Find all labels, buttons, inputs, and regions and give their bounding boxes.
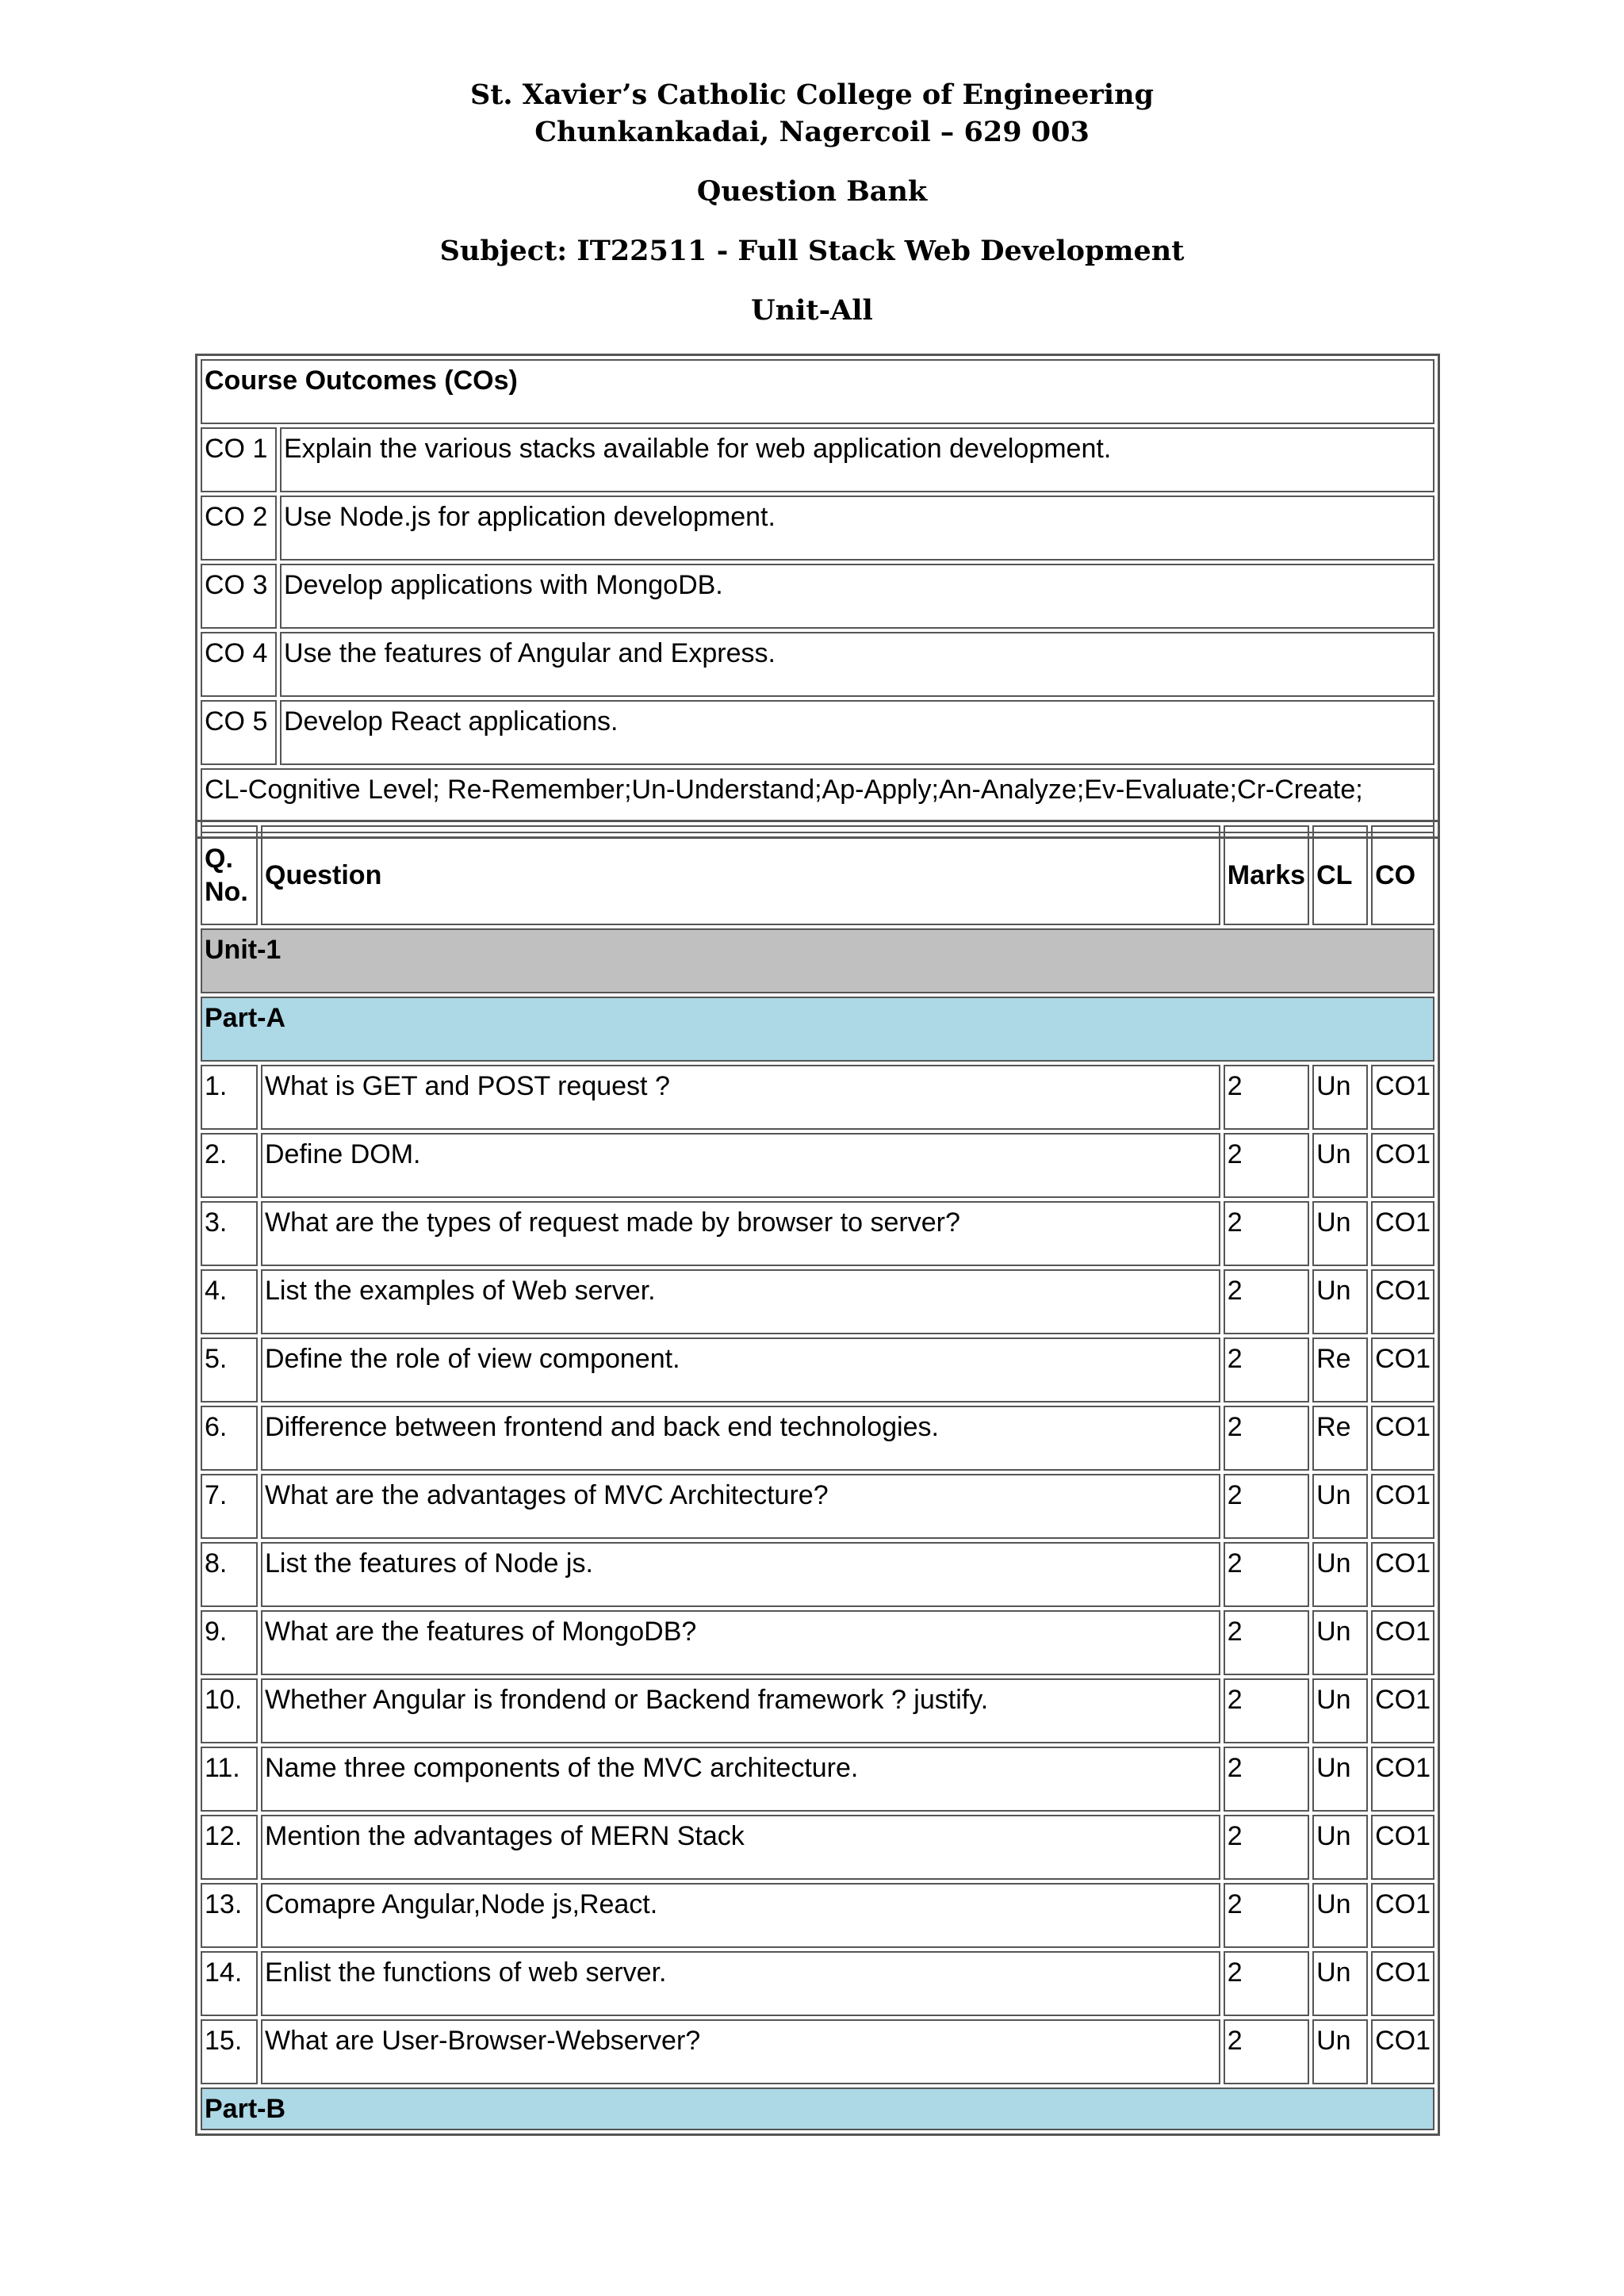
co-code: CO 4 (201, 632, 277, 697)
co-text: Explain the various stacks available for web application development. (280, 427, 1434, 492)
co-code: CO 5 (201, 700, 277, 765)
co-row (201, 564, 1434, 629)
question-text: Define the role of view component. (261, 1337, 1220, 1402)
question-marks: 2 (1224, 1406, 1309, 1471)
marks-header: Marks (1224, 825, 1309, 925)
question-row (201, 1678, 1434, 1743)
college-address: Chunkankadai, Nagercoil – 629 003 (534, 116, 1090, 148)
question-cl: Un (1312, 1542, 1368, 1607)
question-cl: Un (1312, 1065, 1368, 1130)
cognitive-level-legend: CL-Cognitive Level; Re-Remember;Un-Understand;Ap-Apply;An-Analyze;Ev-Evaluate;Cr-Create; (201, 768, 1434, 833)
part-a-label: Part-A (201, 997, 1434, 1062)
question-row (201, 1065, 1434, 1130)
question-cl: Un (1312, 2019, 1368, 2084)
question-row (201, 1951, 1434, 2016)
question-number: 14. (201, 1951, 258, 2016)
question-row (201, 1133, 1434, 1198)
question-text: What are the features of MongoDB? (261, 1610, 1220, 1675)
question-marks: 2 (1224, 1542, 1309, 1607)
question-co: CO1 (1371, 1678, 1434, 1743)
co-heading: Course Outcomes (COs) (201, 359, 1434, 424)
question-co: CO1 (1371, 1951, 1434, 2016)
question-co: CO1 (1371, 1133, 1434, 1198)
question-co: CO1 (1371, 1406, 1434, 1471)
question-marks: 2 (1224, 1201, 1309, 1266)
question-marks: 2 (1224, 1337, 1309, 1402)
co-code: CO 3 (201, 564, 277, 629)
co-header: CO (1371, 825, 1434, 925)
question-co: CO1 (1371, 1747, 1434, 1812)
question-marks: 2 (1224, 1678, 1309, 1743)
question-row (201, 1406, 1434, 1471)
co-text: Develop applications with MongoDB. (280, 564, 1434, 629)
question-cl: Re (1312, 1337, 1368, 1402)
question-text: Comapre Angular,Node js,React. (261, 1883, 1220, 1948)
question-number: 1. (201, 1065, 258, 1130)
question-number: 10. (201, 1678, 258, 1743)
question-row (201, 1610, 1434, 1675)
question-text: Mention the advantages of MERN Stack (261, 1815, 1220, 1880)
question-marks: 2 (1224, 1133, 1309, 1198)
question-marks: 2 (1224, 1747, 1309, 1812)
question-text: Difference between frontend and back end technologies. (261, 1406, 1220, 1471)
question-co: CO1 (1371, 1269, 1434, 1334)
co-row (201, 632, 1434, 697)
question-co: CO1 (1371, 1337, 1434, 1402)
part-b-row (201, 2087, 1434, 2130)
part-a-row (201, 997, 1434, 1062)
question-number: 12. (201, 1815, 258, 1880)
question-text: List the features of Node js. (261, 1542, 1220, 1607)
question-number: 9. (201, 1610, 258, 1675)
question-row (201, 1883, 1434, 1948)
question-cl: Un (1312, 1201, 1368, 1266)
co-code: CO 2 (201, 496, 277, 561)
question-marks: 2 (1224, 1883, 1309, 1948)
document-title: Question Bank (696, 175, 928, 208)
question-text: Define DOM. (261, 1133, 1220, 1198)
co-row (201, 427, 1434, 492)
question-number: 2. (201, 1133, 258, 1198)
question-text: What are User-Browser-Webserver? (261, 2019, 1220, 2084)
question-cl: Re (1312, 1406, 1368, 1471)
co-heading-row (201, 359, 1434, 424)
question-number: 3. (201, 1201, 258, 1266)
question-marks: 2 (1224, 1065, 1309, 1130)
unit-label: Unit-1 (201, 928, 1434, 993)
question-row (201, 1201, 1434, 1266)
cl-header: CL (1312, 825, 1368, 925)
questions-table (195, 820, 1440, 2136)
question-cl: Un (1312, 1474, 1368, 1539)
unit-title: Unit-All (751, 294, 873, 327)
qno-header: Q. No. (201, 825, 258, 925)
question-marks: 2 (1224, 1815, 1309, 1880)
question-row (201, 1747, 1434, 1812)
question-text: Enlist the functions of web server. (261, 1951, 1220, 2016)
subject-title: Subject: IT22511 - Full Stack Web Development (439, 235, 1185, 267)
question-row (201, 2019, 1434, 2084)
question-cl: Un (1312, 1815, 1368, 1880)
unit-row (201, 928, 1434, 993)
question-text: List the examples of Web server. (261, 1269, 1220, 1334)
questions-header-row (201, 825, 1434, 925)
question-co: CO1 (1371, 1474, 1434, 1539)
question-number: 6. (201, 1406, 258, 1471)
question-text: Name three components of the MVC architecture. (261, 1747, 1220, 1812)
question-cl: Un (1312, 1883, 1368, 1948)
question-text: What is GET and POST request ? (261, 1065, 1220, 1130)
question-co: CO1 (1371, 1065, 1434, 1130)
question-cl: Un (1312, 1610, 1368, 1675)
college-name: St. Xavier’s Catholic College of Engineering (469, 78, 1155, 111)
question-row (201, 1815, 1434, 1880)
question-cl: Un (1312, 1951, 1368, 2016)
question-co: CO1 (1371, 1610, 1434, 1675)
question-number: 7. (201, 1474, 258, 1539)
question-number: 15. (201, 2019, 258, 2084)
question-number: 4. (201, 1269, 258, 1334)
question-marks: 2 (1224, 1951, 1309, 2016)
co-text: Develop React applications. (280, 700, 1434, 765)
question-cl: Un (1312, 1678, 1368, 1743)
question-row (201, 1474, 1434, 1539)
question-marks: 2 (1224, 2019, 1309, 2084)
question-marks: 2 (1224, 1269, 1309, 1334)
question-row (201, 1269, 1434, 1334)
question-marks: 2 (1224, 1474, 1309, 1539)
question-text: What are the advantages of MVC Architecture? (261, 1474, 1220, 1539)
co-row (201, 700, 1434, 765)
question-co: CO1 (1371, 1883, 1434, 1948)
co-text: Use Node.js for application development. (280, 496, 1434, 561)
question-marks: 2 (1224, 1610, 1309, 1675)
part-b-label: Part-B (201, 2087, 1434, 2130)
course-outcomes-table (195, 354, 1440, 839)
question-text: Whether Angular is frondend or Backend framework ? justify. (261, 1678, 1220, 1743)
question-row (201, 1542, 1434, 1607)
question-header: Question (261, 825, 1220, 925)
question-cl: Un (1312, 1269, 1368, 1334)
question-text: What are the types of request made by browser to server? (261, 1201, 1220, 1266)
co-text: Use the features of Angular and Express. (280, 632, 1434, 697)
co-code: CO 1 (201, 427, 277, 492)
co-row (201, 496, 1434, 561)
question-number: 5. (201, 1337, 258, 1402)
question-number: 13. (201, 1883, 258, 1948)
question-row (201, 1337, 1434, 1402)
question-co: CO1 (1371, 1542, 1434, 1607)
question-co: CO1 (1371, 1201, 1434, 1266)
question-co: CO1 (1371, 2019, 1434, 2084)
question-cl: Un (1312, 1133, 1368, 1198)
question-co: CO1 (1371, 1815, 1434, 1880)
question-number: 11. (201, 1747, 258, 1812)
question-number: 8. (201, 1542, 258, 1607)
question-cl: Un (1312, 1747, 1368, 1812)
